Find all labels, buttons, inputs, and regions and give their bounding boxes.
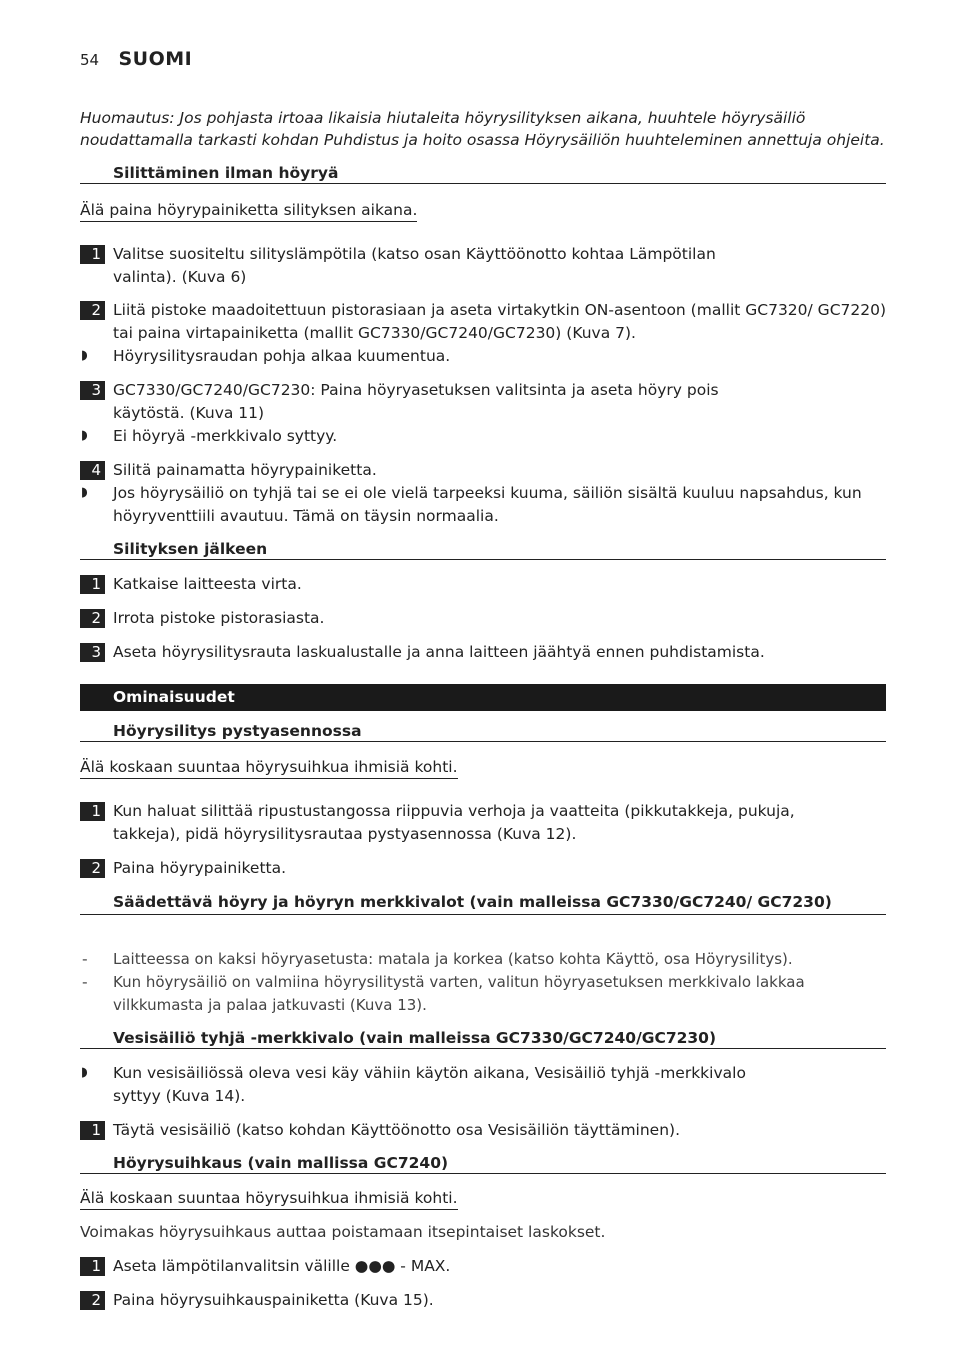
heading-water-tank-empty-light: Vesisäiliö tyhjä -merkkivalo (vain malleissa GC7330/GC7240/GC7230) xyxy=(80,1028,886,1049)
dash-item xyxy=(80,948,886,971)
warning-steam-people-2: Älä koskaan suuntaa höyrysuihkua ihmisiä kohti. xyxy=(80,1187,458,1210)
step-number: 1 xyxy=(80,1121,105,1140)
dash-text: Laitteessa on kaksi höyryasetusta: matala ja korkea (katso kohta Käyttö, osa Höyrysilitys). xyxy=(113,950,793,968)
heading-adjustable-steam-text: Säädettävä höyry ja höyryn merkkivalot (vain malleissa GC7330/GC7240/ GC7230) xyxy=(113,893,832,911)
language-title: SUOMI xyxy=(118,48,193,70)
bullet-text: Ei höyryä -merkkivalo syttyy. xyxy=(113,427,338,445)
step-number: 2 xyxy=(80,301,105,320)
step-text: Irrota pistoke pistorasiasta. xyxy=(113,609,325,627)
warning-text xyxy=(80,199,886,222)
page-header xyxy=(80,48,192,70)
warning-no-steam-button: Älä paina höyrypainiketta silityksen aikana. xyxy=(80,199,417,222)
step-text: Täytä vesisäiliö (katso kohdan Käyttöönotto osa Vesisäiliön täyttäminen). xyxy=(113,1121,681,1139)
step-item xyxy=(80,800,886,845)
note-paragraph: Huomautus: Jos pohjasta irtoaa likaisia hiutaleita höyrysilityksen aikana, huuhtele höyrysäiliö noudattamalla tarkasti kohdan Puhdistus ja hoito osassa Höyrysäiliön huuhteleminen annettuja ohjeita. xyxy=(80,109,885,149)
heading-steam-shot: Höyrysuihkaus (vain mallissa GC7240) xyxy=(80,1153,886,1174)
dash-marker: - xyxy=(82,973,88,991)
dash-text: Kun höyrysäiliö on valmiina höyrysilitystä varten, valitun höyryasetuksen merkkivalo lakkaa vilkkumasta ja palaa jatkuvasti (Kuva 13). xyxy=(113,973,805,1014)
step-number: 1 xyxy=(80,245,105,264)
step-item xyxy=(80,1119,886,1142)
bullet-marker-icon: ◗ xyxy=(81,1065,88,1080)
bullet-item xyxy=(80,345,886,368)
step-item xyxy=(80,607,886,630)
intro-text: Voimakas höyrysuihkaus auttaa poistamaan itsepintaiset laskokset. xyxy=(80,1223,606,1241)
step-text: Kun haluat silittää ripustustangossa riippuvia verhoja ja vaatteita (pikkutakkeja, pukuja, takkeja), pidä höyrysilitysrautaa pystyasennossa (Kuva 12). xyxy=(113,802,795,843)
heading-vertical-steaming: Höyrysilitys pystyasennossa xyxy=(80,721,886,742)
bullet-item xyxy=(80,482,886,527)
step-number: 3 xyxy=(80,643,105,662)
bullet-text: Kun vesisäiliössä oleva vesi käy vähiin käytön aikana, Vesisäiliö tyhjä -merkkivalo syttyy (Kuva 14). xyxy=(113,1064,746,1105)
warning-steam-people: Älä koskaan suuntaa höyrysuihkua ihmisiä kohti. xyxy=(80,756,458,779)
step-item xyxy=(80,857,886,880)
step-number: 3 xyxy=(80,381,105,400)
bullet-marker-icon: ◗ xyxy=(81,485,88,500)
step-text: Silitä painamatta höyrypainiketta. xyxy=(113,461,377,479)
section-bar-features: Ominaisuudet xyxy=(80,684,886,711)
step-text: Aseta höyrysilitysrauta laskualustalle ja anna laitteen jäähtyä ennen puhdistamista. xyxy=(113,643,765,661)
step-text: Katkaise laitteesta virta. xyxy=(113,575,302,593)
bullet-text: Höyrysilitysraudan pohja alkaa kuumentua. xyxy=(113,347,451,365)
step-item xyxy=(80,379,886,424)
dash-item xyxy=(80,971,886,1016)
step-item xyxy=(80,243,886,288)
step-number: 1 xyxy=(80,802,105,821)
heading-ironing-without-steam: Silittäminen ilman höyryä xyxy=(80,163,886,184)
dash-marker: - xyxy=(82,950,88,968)
warning-text xyxy=(80,1187,886,1210)
bullet-text: Jos höyrysäiliö on tyhjä tai se ei ole vielä tarpeeksi kuuma, säiliön sisältä kuuluu napsahdus, kun höyryventtiili avautuu. Tämä on täysin normaalia. xyxy=(113,484,862,525)
step-item xyxy=(80,299,886,344)
step-item xyxy=(80,459,886,482)
step-text: Valitse suositeltu silityslämpötila (katso osan Käyttöönotto kohtaa Lämpötilan valinta). (Kuva 6) xyxy=(113,245,716,286)
heading-after-ironing: Silityksen jälkeen xyxy=(80,539,886,560)
step-text: Paina höyrysuihkauspainiketta (Kuva 15). xyxy=(113,1291,434,1309)
step-number: 2 xyxy=(80,609,105,628)
bullet-item xyxy=(80,425,886,448)
step-text: Liitä pistoke maadoitettuun pistorasiaan ja aseta virtakytkin ON-asentoon (mallit GC7320/ GC7220) tai paina virtapainiketta (mallit GC7330/GC7240/GC7230) (Kuva 7). xyxy=(113,301,887,342)
bullet-marker-icon: ◗ xyxy=(81,428,88,443)
step-item xyxy=(80,1255,886,1278)
step-number: 1 xyxy=(80,1257,105,1276)
step-number: 1 xyxy=(80,575,105,594)
heading-adjustable-steam xyxy=(80,891,886,915)
step-text: GC7330/GC7240/GC7230: Paina höyryasetuksen valitsinta ja aseta höyry pois käytöstä. (Kuva 11) xyxy=(113,381,719,422)
bullet-item xyxy=(80,1062,886,1107)
step-text: Aseta lämpötilanvalitsin välille ●●● - MAX. xyxy=(113,1257,451,1275)
page-number: 54 xyxy=(80,51,100,69)
step-item xyxy=(80,1289,886,1312)
step-number: 4 xyxy=(80,461,105,480)
step-text: Paina höyrypainiketta. xyxy=(113,859,287,877)
bullet-marker-icon: ◗ xyxy=(81,348,88,363)
warning-text xyxy=(80,756,886,779)
step-item xyxy=(80,641,886,664)
step-item xyxy=(80,573,886,596)
step-number: 2 xyxy=(80,859,105,878)
step-number: 2 xyxy=(80,1291,105,1310)
